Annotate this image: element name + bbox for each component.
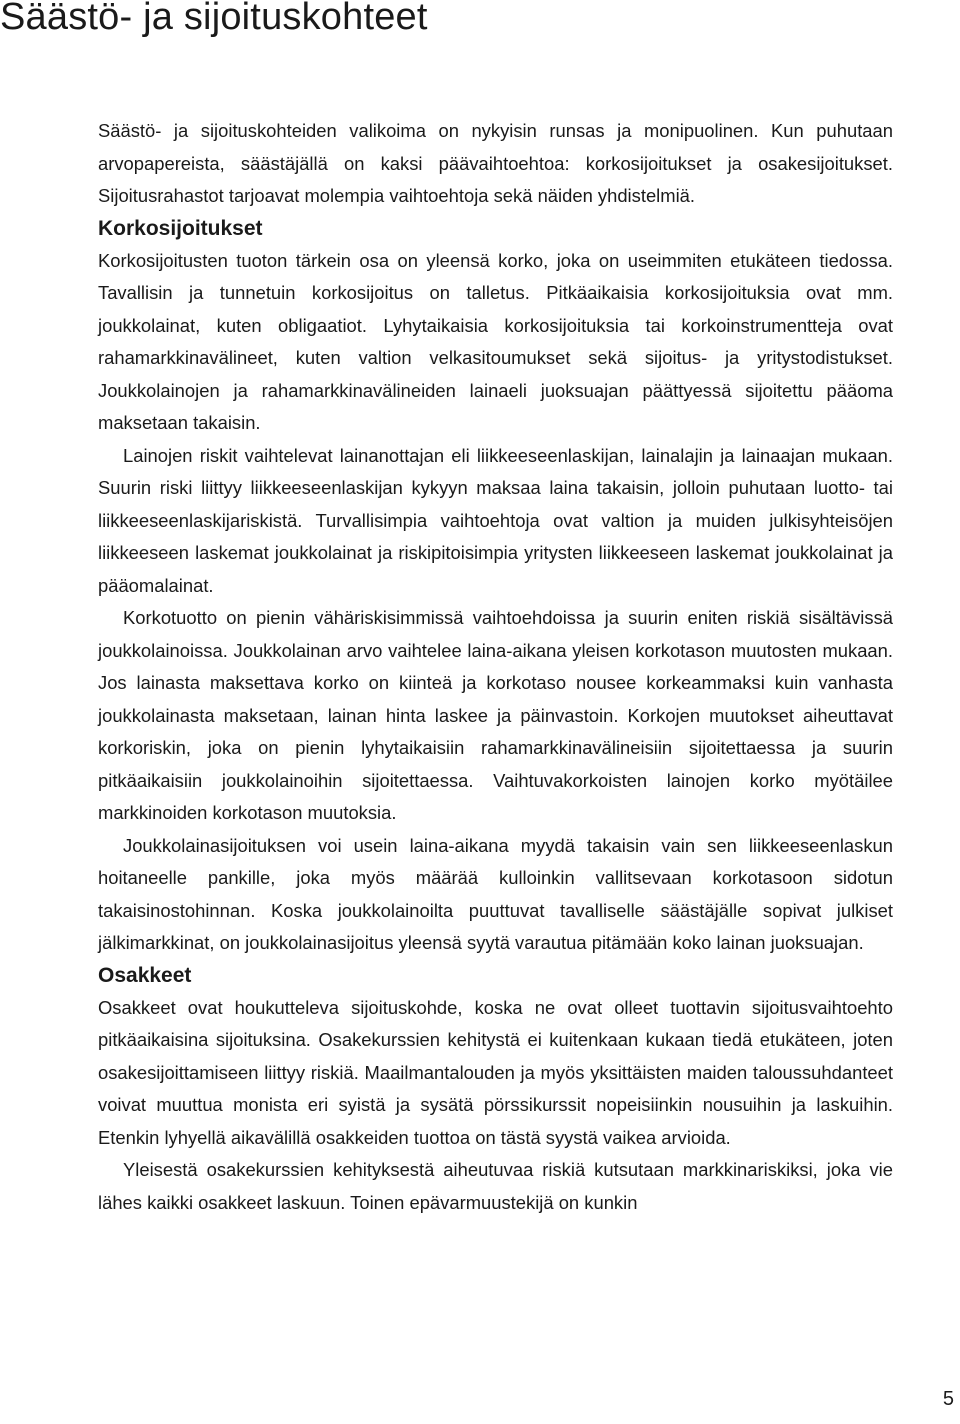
korko-paragraph-1: Korkosijoitusten tuoton tärkein osa on yleensä korko, joka on useimmiten etukäteen tiedossa. Tavallisin ja tunnetuin korkosijoitus on talletus. Pitkäaikaisia korkosijoituksia ovat mm. joukkolainat, kuten obligaatiot. Lyhytaikaisia korkosijoituksia tai korkoinstrumentteja ovat rahamarkkinavälineet, kuten valtion velkasitoumukset sekä sijoitus- ja yritystodistukset. Joukkolainojen ja rahamarkkinavälineiden lainaeli juoksuajan päättyessä sijoitettu pääoma maksetaan takaisin. bbox=[98, 249, 893, 433]
osakkeet-paragraph-1: Osakkeet ovat houkutteleva sijoituskohde, koska ne ovat olleet tuottavin sijoitusvaihtoehto pitkäaikaisina sijoituksina. Osakekurssien kehitystä ei kuitenkaan kukaan tiedä etukäteen, joten osakesijoittamiseen liittyy riskiä. Maailmantalouden ja myös yksittäisten maiden taloussuhdanteet voivat muuttua monista eri syistä ja sysätä pörssikurssit nopeisiinkin nousuihin ja laskuihin. Etenkin lyhyellä aikavälillä osakkeiden tuottoa on tästä syystä vaikea arvioida. bbox=[98, 996, 893, 1148]
intro-paragraph: Säästö- ja sijoituskohteiden valikoima on nykyisin runsas ja monipuolinen. Kun puhutaan arvopapereista, säästäjällä on kaksi päävaihtoehtoa: korkosijoitukset ja osakesijoitukset. Sijoitusrahastot tarjoavat molempia vaihtoehtoja sekä näiden yhdistelmiä. bbox=[98, 120, 893, 206]
page-title: Säästö- ja sijoituskohteet bbox=[0, 0, 428, 38]
korko-paragraph-2: Lainojen riskit vaihtelevat lainanottajan eli liikkeeseenlaskijan, lainalajin ja lainaajan mukaan. Suurin riski liittyy liikkeeseenlaskijan kykyyn maksaa laina takaisin, jolloin puhutaan luotto- tai liikkeeseenlaskijariskistä. Turvallisimpia vaihtoehtoja ovat valtion ja muiden julkisyhteisöjen liikkeeseen laskemat joukkolainat ja riskipitoisimpia yritysten liikkeeseen laskemat joukkolainat ja pääomalainat. bbox=[98, 444, 893, 596]
section-heading-korkosijoitukset: Korkosijoitukset bbox=[98, 216, 263, 240]
osakkeet-paragraph-2: Yleisestä osakekurssien kehityksestä aiheutuvaa riskiä kutsutaan markkinariskiksi, joka vie lähes kaikki osakkeet laskuun. Toinen epävarmuustekijä on kunkin bbox=[98, 1159, 893, 1213]
korko-paragraph-4: Joukkolainasijoituksen voi usein laina-aikana myydä takaisin vain sen liikkeeseenlaskun hoitaneelle pankille, joka myös määrää kulloinkin vallitsevaan korkotasoon sidotun takaisinostohinnan. Koska joukkolainoilta puuttuvat tavalliselle säästäjälle sopivat julkiset jälkimarkkinat, on joukkolainasijoitus yleensä syytä varautua pitämään koko lainan juoksuajan. bbox=[98, 834, 893, 953]
korko-paragraph-3: Korkotuotto on pienin vähäriskisimmissä vaihtoehdoissa ja suurin eniten riskiä sisältävissä joukkolainoissa. Joukkolainan arvo vaihtelee laina-aikana yleisen korkotason muutosten mukaan. Jos lainasta maksettava korko on kiinteä ja korkotaso nousee korkeammaksi kuin vanhasta joukkolainasta maksetaan, lainan hinta laskee ja päinvastoin. Korkojen muutokset aiheuttavat korkoriskin, joka on pienin lyhytaikaisiin rahamarkkinavälineisiin sijoitettaessa ja suurin pitkäaikaisiin joukkolainoihin sijoitettaessa. Vaihtuvakorkoisten lainojen korko myötäilee markkinoiden korkotason muutoksia. bbox=[98, 607, 893, 823]
section-heading-osakkeet: Osakkeet bbox=[98, 963, 192, 987]
page-number: 5 bbox=[942, 1388, 954, 1410]
document-body bbox=[98, 115, 893, 1219]
